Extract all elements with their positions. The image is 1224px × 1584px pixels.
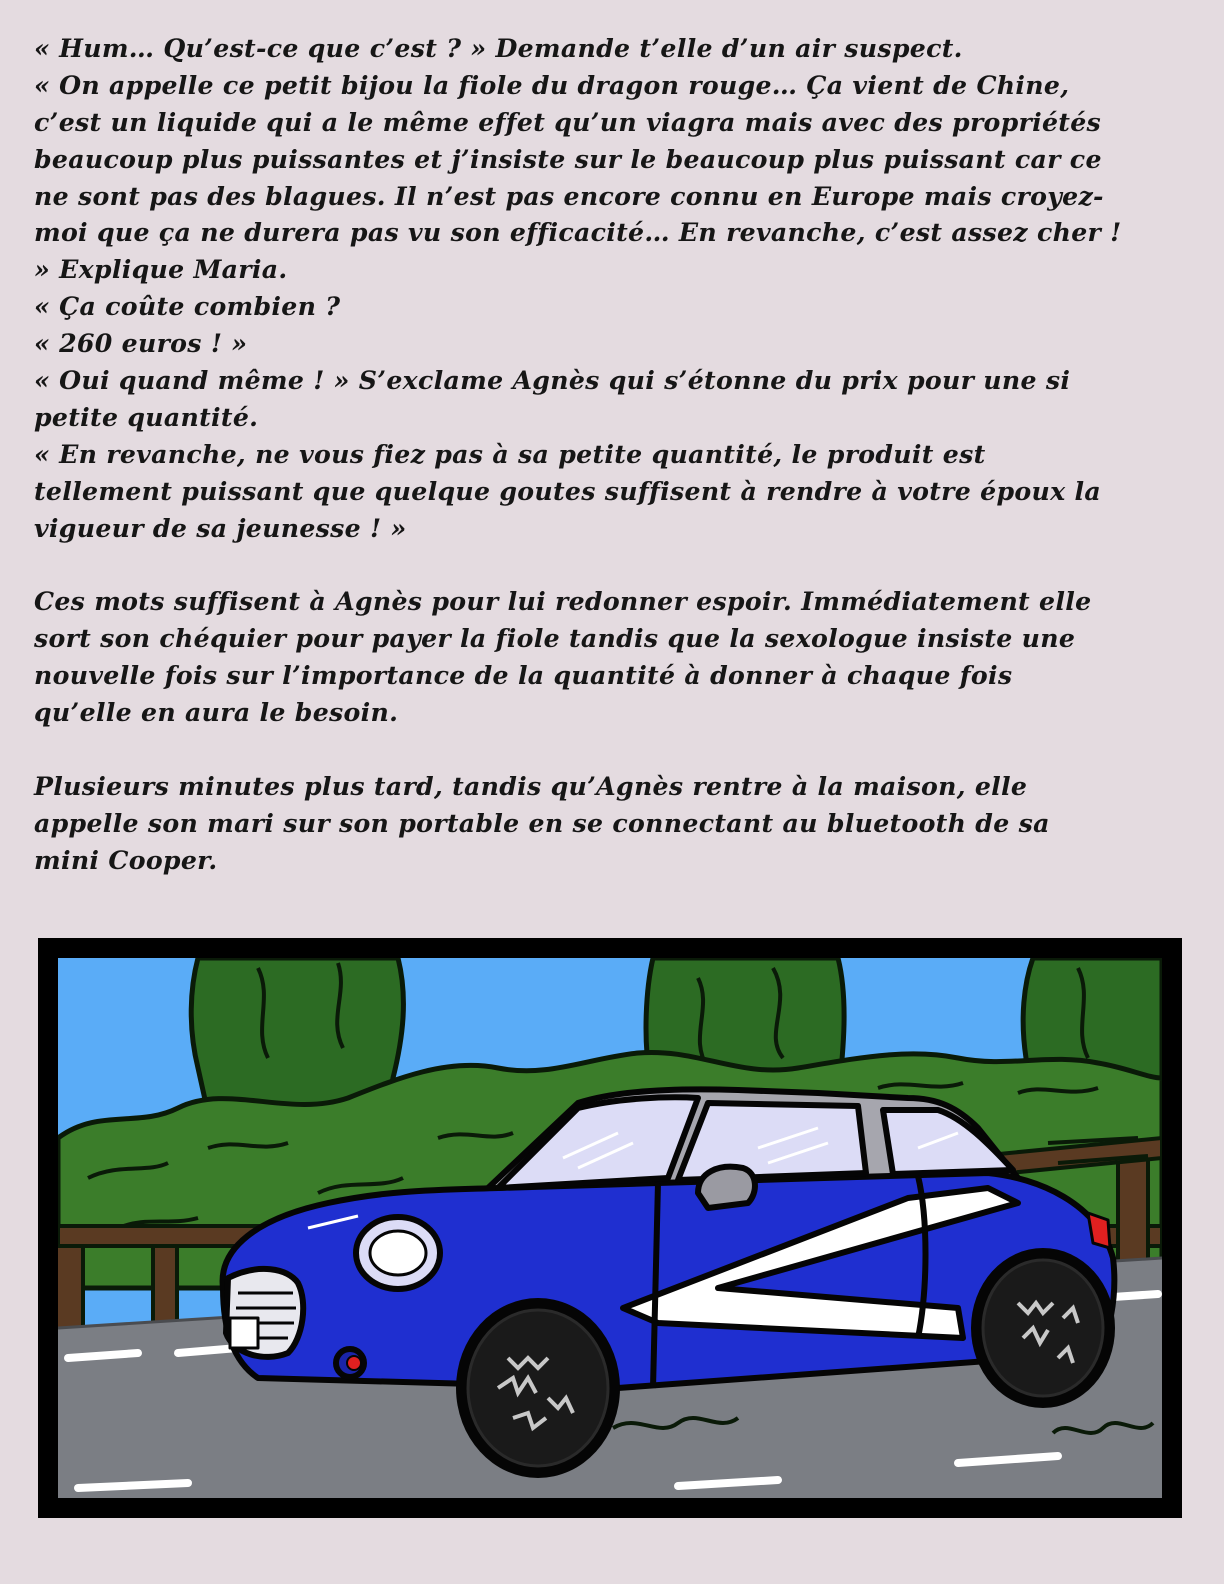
text-line: « 260 euros ! » xyxy=(34,328,248,359)
text-line: « Hum… Qu’est-ce que c’est ? » Demande t’elle d’un air suspect. xyxy=(34,33,963,63)
text-line: mini Cooper. xyxy=(34,844,218,875)
text-line: appelle son mari sur son portable en se connectant au bluetooth de sa xyxy=(34,807,1050,838)
text-line: sort son chéquier pour payer la fiole tandis que la sexologue insiste une xyxy=(34,623,1076,654)
text-line: « On appelle ce petit bijou la fiole du dragon rouge… Ça vient de Chine, xyxy=(34,69,1070,100)
car-illustration xyxy=(58,958,1162,1498)
text-line: » Explique Maria. xyxy=(34,254,288,285)
text-line: nouvelle fois sur l’importance de la quantité à donner à chaque fois xyxy=(34,660,1013,691)
text-line: vigueur de sa jeunesse ! » xyxy=(34,512,407,543)
text-line: « Ça coûte combien ? xyxy=(34,291,341,322)
paragraph-gap xyxy=(34,546,1199,583)
text-line: « En revanche, ne vous fiez pas à sa petite quantité, le produit est xyxy=(34,438,986,469)
text-line: qu’elle en aura le besoin. xyxy=(34,697,399,728)
story-text xyxy=(34,30,1199,878)
text-line: Ces mots suffisent à Agnès pour lui redonner espoir. Immédiatement elle xyxy=(34,586,1092,617)
paragraph-gap xyxy=(34,731,1199,768)
paragraph-narration-2 xyxy=(34,768,1199,879)
side-window-front xyxy=(678,1103,866,1180)
text-line: petite quantité. xyxy=(34,401,259,432)
text-line: tellement puissant que quelque goutes suffisent à rendre à votre époux la xyxy=(34,475,1101,506)
side-mirror xyxy=(698,1167,755,1208)
text-line: « Oui quand même ! » S’exclame Agnès qui s’étonne du prix pour une si xyxy=(34,365,1071,396)
text-line: beaucoup plus puissantes et j’insiste sur le beaucoup plus puissant car ce xyxy=(34,143,1102,174)
text-line: moi que ça ne durera pas vu son efficacité… En revanche, c’est assez cher ! xyxy=(34,217,1122,248)
text-line: ne sont pas des blagues. Il n’est pas encore connu en Europe mais croyez- xyxy=(34,180,1104,211)
text-line: Plusieurs minutes plus tard, tandis qu’Agnès rentre à la maison, elle xyxy=(34,770,1028,801)
wheel-rear xyxy=(971,1248,1115,1408)
paragraph-dialogue xyxy=(34,30,1199,546)
text-line: c’est un liquide qui a le même effet qu’un viagra mais avec des propriétés xyxy=(34,106,1102,137)
wheel-front xyxy=(456,1298,620,1478)
comic-panel xyxy=(38,938,1182,1518)
paragraph-narration-1 xyxy=(34,583,1199,731)
